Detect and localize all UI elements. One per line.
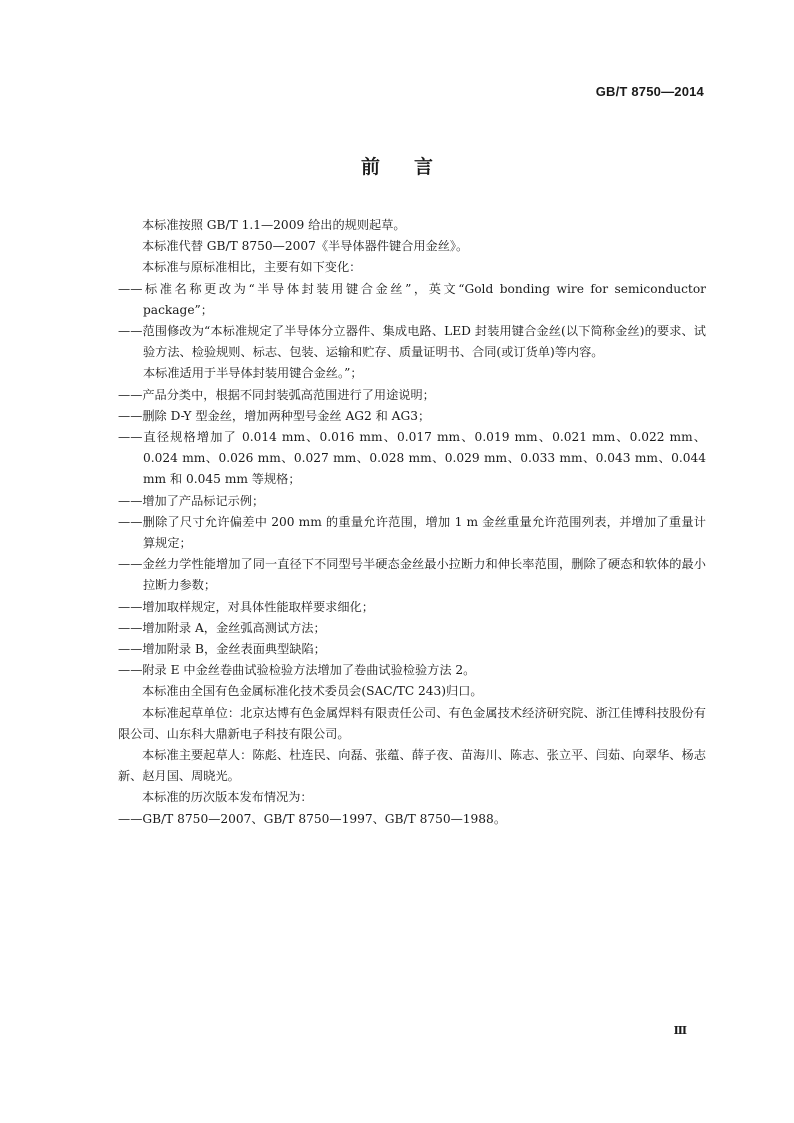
page-number: Ⅲ	[673, 1024, 687, 1037]
history-item: ——GB/T 8750—2007、GB/T 8750—1997、GB/T 8750—1988。	[118, 811, 507, 826]
change-item: ——增加了产品标记示例；	[118, 493, 265, 508]
change-item: ——范围修改为“本标准规定了半导体分立器件、集成电路、LED 封装用键合金丝(以下简称金丝)的要求、试验方法、检验规则、标志、包装、运输和贮存、质量证明书、合同(或订货单)等内容。	[118, 324, 706, 360]
paragraph-history-intro: 本标准的历次版本发布情况为：	[142, 790, 313, 805]
change-item: ——标准名称更改为“半导体封装用键合金丝”，英文“Gold bonding wire for semiconductor package”；	[118, 281, 706, 317]
change-item: ——直径规格增加了 0.014 mm、0.016 mm、0.017 mm、0.019 mm、0.021 mm、0.022 mm、0.024 mm、0.026 mm、0.027 mm、0.028 mm、0.029 mm、0.033 mm、0.043 mm、0.044 mm 和 0.045 mm 等规格；	[118, 430, 706, 487]
change-item: ——附录 E 中金丝卷曲试验检验方法增加了卷曲试验检验方法 2。	[118, 663, 476, 678]
document-body	[118, 215, 706, 830]
change-item: ——删除 D-Y 型金丝，增加两种型号金丝 AG2 和 AG3；	[118, 408, 431, 423]
paragraph-drafting-units: 本标准起草单位：北京达博有色金属焊料有限责任公司、有色金属技术经济研究院、浙江佳博科技股份有限公司、山东科大鼎新电子科技有限公司。	[118, 705, 706, 741]
scope-note: 本标准适用于半导体封装用键合金丝。”；	[143, 366, 363, 381]
change-item: ——产品分类中，根据不同封装弧高范围进行了用途说明；	[118, 387, 435, 402]
change-item: ——增加附录 A，金丝弧高测试方法；	[118, 620, 326, 635]
paragraph-drafters: 本标准主要起草人：陈彪、杜连民、向磊、张蕴、薛子夜、苗海川、陈志、张立平、闫茹、向翠华、杨志新、赵月国、周晓光。	[118, 748, 706, 784]
paragraph-committee: 本标准由全国有色金属标准化技术委员会(SAC/TC 243)归口。	[142, 684, 483, 699]
change-item: ——增加取样规定，对具体性能取样要求细化；	[118, 599, 374, 614]
paragraph-intro-1: 本标准按照 GB/T 1.1—2009 给出的规则起草。	[142, 218, 406, 232]
standard-code: GB/T 8750—2014	[595, 84, 704, 99]
paragraph-intro-2: 本标准代替 GB/T 8750—2007《半导体器件键合用金丝》。	[142, 239, 469, 254]
change-item: ——增加附录 B，金丝表面典型缺陷；	[118, 642, 326, 657]
paragraph-intro-3: 本标准与原标准相比，主要有如下变化：	[142, 260, 362, 275]
change-item: ——删除了尺寸允许偏差中 200 mm 的重量允许范围，增加 1 m 金丝重量允许范围列表，并增加了重量计算规定；	[118, 514, 706, 551]
page-title: 前言	[360, 156, 467, 178]
change-item: ——金丝力学性能增加了同一直径下不同型号半硬态金丝最小拉断力和伸长率范围，删除了硬态和软体的最小拉断力参数；	[118, 557, 706, 593]
